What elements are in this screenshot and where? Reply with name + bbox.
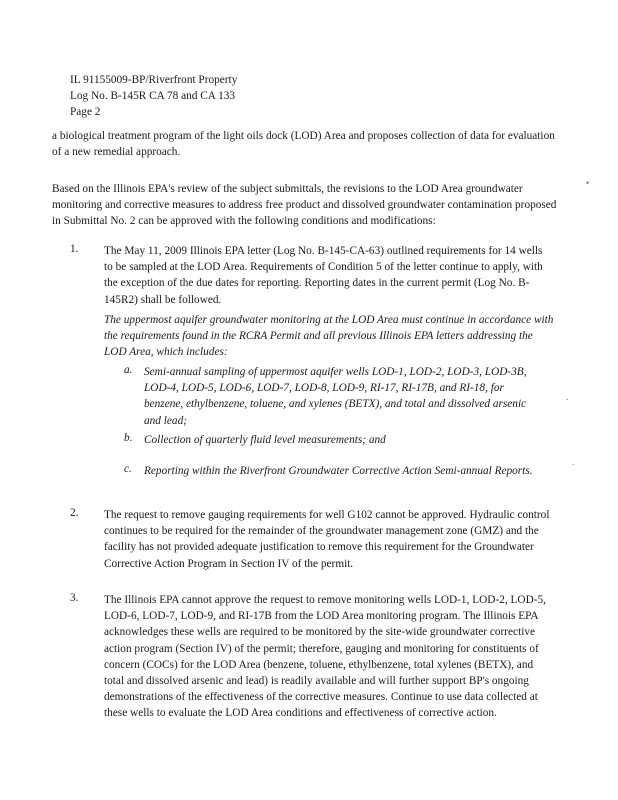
item-italic-paragraph: The uppermost aquifer groundwater monitoring at the LOD Area must continue in accordance with the requirements found in the RCRA Permit and all previous Illinois EPA letters addressing the LOD Area, which includes: [104, 314, 554, 359]
header-log-line: Log No. B-145R CA 78 and CA 133 [70, 90, 236, 103]
scan-speck: . [572, 457, 575, 467]
item-number: 2. [70, 507, 79, 519]
subitem-text: Reporting within the Riverfront Groundwater Corrective Action Semi-annual Reports. [144, 465, 533, 477]
subitem-text: Collection of quarterly fluid level measurements; and [144, 434, 386, 446]
intro-paragraph: a biological treatment program of the light oils dock (LOD) Area and proposes collection of data for evaluation of a new remedial approach. [52, 130, 555, 159]
subitem-letter: b. [124, 432, 133, 444]
subitem-letter: a. [124, 364, 133, 376]
item-number: 3. [70, 592, 79, 604]
review-paragraph: Based on the Illinois EPA's review of the subject submittals, the revisions to the LOD Area groundwater monitoring and corrective measures to address free product and dissolved groundwater contamination proposed in Submittal No. 2 can be approved with the following conditions and modifications: [52, 183, 557, 228]
item-text: The Illinois EPA cannot approve the request to remove monitoring wells LOD-1, LOD-2, LOD-5, LOD-6, LOD-7, LOD-9, and RI-17B from the LOD Area monitoring program. The Illinois EPA acknowledges these wells are required to be monitored by the site-wide groundwater corrective action program (Section IV) of the permit; therefore, gauging and monitoring for constituents of concern (COCs) for the LOD Area (benzene, toluene, ethylbenzene, total xylenes (BETX), and total and dissolved arsenic and lead) is readily available and will further support BP's ongoing demonstrations of the effectiveness of the corrective measures. Continue to use data collected at these wells to evaluate the LOD Area conditions and effectiveness of corrective action. [104, 594, 546, 720]
subitem-text: Semi-annual sampling of uppermost aquifer wells LOD-1, LOD-2, LOD-3, LOD-3B, LOD-4, LOD-5, LOD-6, LOD-7, LOD-8, LOD-9, RI-17, RI-17B, and RI-18, for benzene, ethylbenzene, toluene, and xylenes (BETX), and total and dissolved arsenic and lead; [144, 366, 527, 427]
header-facility-line: IL 91155009-BP/Riverfront Property [70, 74, 238, 86]
item-text: The request to remove gauging requirements for well G102 cannot be approved. Hydraulic control continues to be required for the remainder of the groundwater management zone (GMZ) and the facility has not provided adequate justification to remove this requirement for the Groundwater Corrective Action Program in Section IV of the permit. [104, 509, 550, 570]
item-text: The May 11, 2009 Illinois EPA letter (Log No. B-145-CA-63) outlined requirements for 14 wells to be sampled at the LOD Area. Requirements of Condition 5 of the letter continue to apply, with the exception of the due dates for reporting. Reporting dates in the current permit (Log No. B-145R2) shall be followed. [104, 245, 543, 306]
letter-header [70, 72, 237, 121]
header-page-line: Page 2 [70, 106, 101, 119]
scan-speck: • [586, 178, 590, 188]
item-number: 1. [70, 243, 79, 255]
scan-speck: . [566, 392, 569, 402]
subitem-letter: c. [124, 463, 132, 475]
